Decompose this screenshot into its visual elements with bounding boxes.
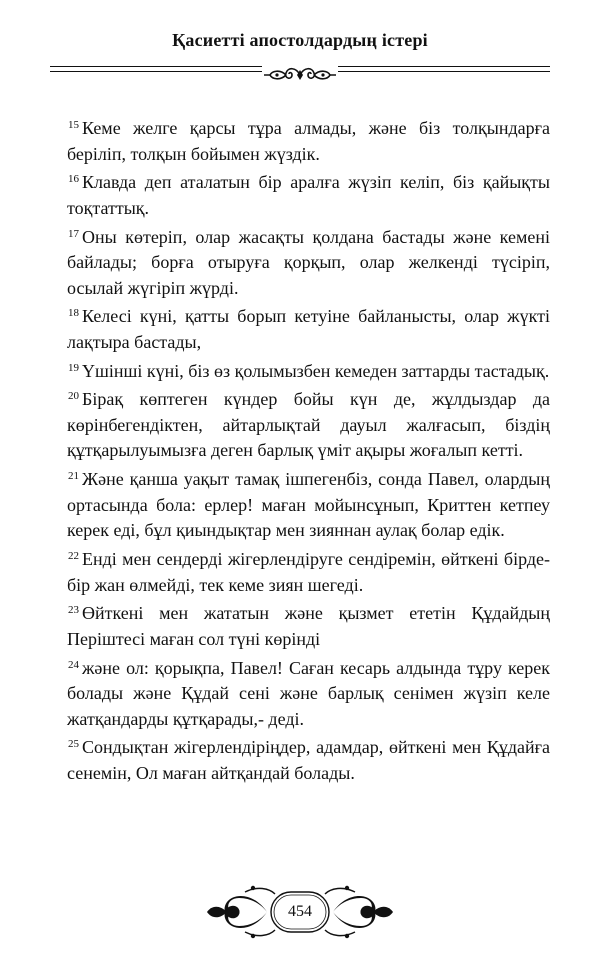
verse-number: 23 bbox=[68, 604, 79, 617]
verse-text: Кеме желге қарсы тұра алмады, және біз толқындарға беріліп, толқын бойымен жүздік. bbox=[67, 118, 550, 164]
verse-number: 18 bbox=[68, 307, 79, 320]
verse-text: Сондықтан жігерлендіріңдер, адамдар, өйткені мен Құдайға сенемін, Ол маған айтқандай болады. bbox=[67, 737, 550, 783]
verse-number: 24 bbox=[68, 658, 79, 671]
verse-text: Оны көтеріп, олар жасақты қолдана бастады және кемені байлады; борға отыруға қорқып, олар желкенді түсіріп, осылай жүгіріп жүрді. bbox=[67, 226, 550, 298]
verse-text: Және қанша уақыт тамақ ішпегенбіз, сонда Павел, олардың ортасында бола: ерлер! маған мойынсұнып, Криттен кетпеу керек еді, бұл қиындықтар мен зияннан аулақ болар едік. bbox=[67, 469, 550, 541]
verse-list bbox=[67, 116, 550, 790]
verse-text: Клавда деп аталатын бір аралға жүзіп келіп, біз қайықты тоқтаттық. bbox=[67, 172, 550, 218]
running-title: Қасиетті апостолдардың істері bbox=[172, 30, 428, 50]
page-number: 454 bbox=[288, 903, 312, 920]
verse-17 bbox=[67, 225, 550, 302]
verse-text: Енді мен сендерді жігерлендіруге сендіремін, өйткені бірде-бір жан өлмейді, тек кеме зиян шегеді. bbox=[67, 549, 550, 595]
verse-number: 22 bbox=[68, 550, 79, 563]
verse-19 bbox=[67, 359, 550, 385]
verse-20 bbox=[67, 387, 550, 464]
verse-number: 15 bbox=[68, 119, 79, 131]
verse-23 bbox=[67, 601, 550, 652]
verse-text: Үшінші күні, біз өз қолымызбен кемеден заттарды тастадық. bbox=[82, 360, 550, 381]
verse-number: 25 bbox=[68, 738, 79, 751]
verse-number: 19 bbox=[68, 361, 79, 374]
verse-24 bbox=[67, 656, 550, 733]
verse-21 bbox=[67, 467, 550, 544]
verse-number: 17 bbox=[68, 227, 79, 240]
verse-number: 16 bbox=[68, 173, 79, 186]
verse-22 bbox=[67, 547, 550, 598]
verse-number: 21 bbox=[68, 470, 79, 483]
verse-text: және ол: қорықпа, Павел! Саған кесарь алдында тұру керек болады және Құдай сені және барлық сенімен жүзіп келе жатқандарды құтқарады,- деді. bbox=[67, 657, 550, 729]
verse-25 bbox=[67, 735, 550, 786]
verse-text: Өйткені мен жататын және қызмет ететін Құдайдың Періштесі маған сол түні көрінді bbox=[67, 603, 550, 649]
verse-text: Келесі күні, қатты борып кетуіне байланысты, олар жүкті лақтыра бастады, bbox=[67, 306, 550, 352]
verse-15 bbox=[67, 116, 550, 167]
verse-number: 20 bbox=[68, 390, 79, 403]
verse-text: Бірақ көптеген күндер бойы күн де, жұлдыздар да көрінбегендіктен, айтарлықтай дауыл жалғасып, біздің құтқарылуымызға деген барлық үміт ақыры жоғалып кетті. bbox=[67, 389, 550, 461]
verse-16 bbox=[67, 170, 550, 221]
verse-18 bbox=[67, 304, 550, 355]
header-ornament bbox=[262, 64, 338, 86]
